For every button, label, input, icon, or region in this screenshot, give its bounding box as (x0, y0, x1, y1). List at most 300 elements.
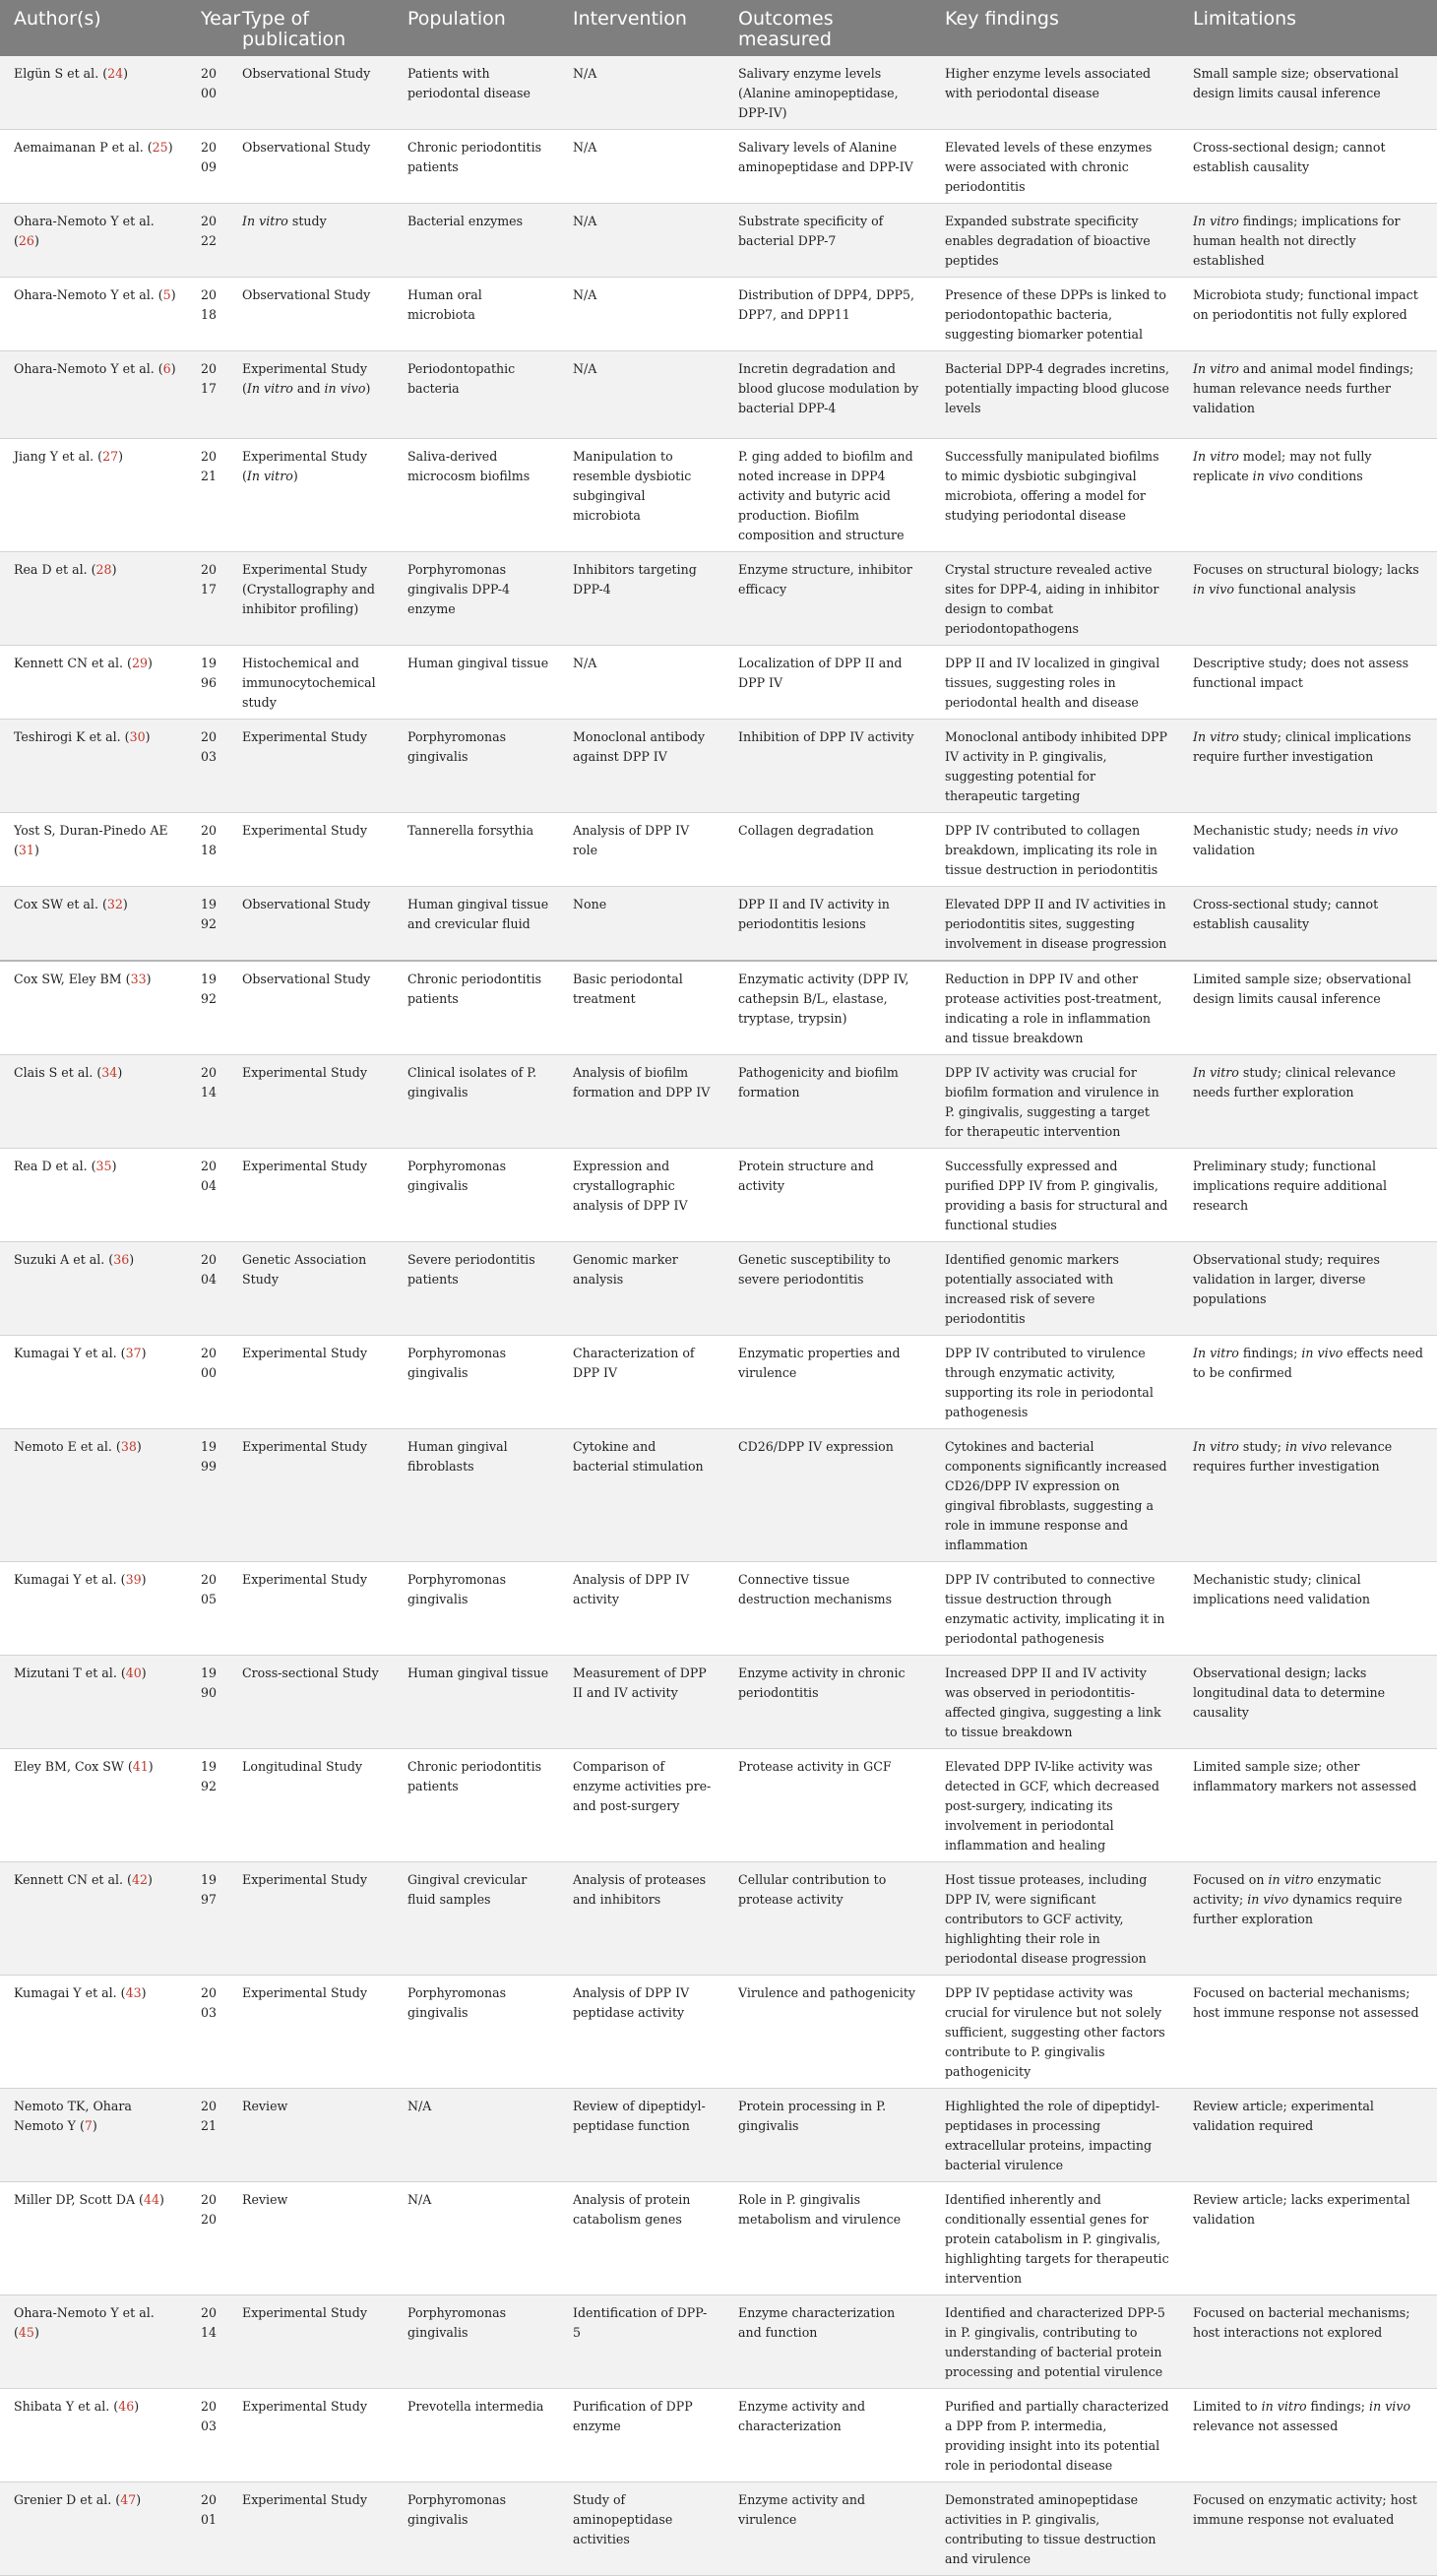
cell-findings: Purified and partially characterized a DPP from P. intermedia, providing insight into its potential role in periodontal disease (931, 2389, 1179, 2482)
cell-type: In vitro study (228, 204, 394, 278)
cell-author: Cox SW, Eley BM (33) (0, 961, 187, 1055)
cell-findings: DPP IV activity was crucial for biofilm formation and virulence in P. gingivalis, suggesting a target for therapeutic intervention (931, 1055, 1179, 1149)
cell-outcomes: Distribution of DPP4, DPP5, DPP7, and DPP11 (724, 278, 931, 351)
cell-limitations: Cross-sectional design; cannot establish causality (1179, 130, 1437, 204)
cell-year: 2014 (187, 1055, 228, 1149)
table-row (0, 720, 1437, 813)
reference-link[interactable]: 47 (120, 2492, 137, 2507)
cell-limitations: In vitro findings; implications for human health not directly established (1179, 204, 1437, 278)
table-row (0, 552, 1437, 646)
table-row (0, 1149, 1437, 1242)
header-outcomes: Outcomes measured (724, 0, 931, 56)
table-row (0, 56, 1437, 130)
cell-limitations: Microbiota study; functional impact on periodontitis not fully explored (1179, 278, 1437, 351)
cell-limitations: Review article; lacks experimental validation (1179, 2182, 1437, 2295)
table-row (0, 2182, 1437, 2295)
cell-findings: Successfully manipulated biofilms to mimic dysbiotic subgingival microbiota, offering a model for studying periodontal disease (931, 439, 1179, 552)
cell-intervention: Measurement of DPP II and IV activity (559, 1656, 724, 1749)
cell-findings: Cytokines and bacterial components significantly increased CD26/DPP IV expression on gingival fibroblasts, suggesting a role in immune response and inflammation (931, 1429, 1179, 1562)
italic-term: In vitro (1193, 1439, 1239, 1454)
cell-author: Teshirogi K et al. (30) (0, 720, 187, 813)
header-author: Author(s) (0, 0, 187, 56)
reference-link[interactable]: 39 (125, 1572, 142, 1587)
reference-link[interactable]: 40 (125, 1665, 142, 1680)
cell-limitations: In vitro model; may not fully replicate in vivo conditions (1179, 439, 1437, 552)
reference-link[interactable]: 24 (107, 66, 124, 81)
cell-outcomes: Genetic susceptibility to severe periodontitis (724, 1242, 931, 1336)
table-row (0, 204, 1437, 278)
cell-year: 1997 (187, 1862, 228, 1976)
cell-outcomes: Connective tissue destruction mechanisms (724, 1562, 931, 1656)
italic-term: in vivo (1247, 1892, 1289, 1907)
cell-type: Longitudinal Study (228, 1749, 394, 1862)
cell-year: 2001 (187, 2482, 228, 2576)
cell-type: Experimental Study (228, 2482, 394, 2576)
cell-author: Cox SW et al. (32) (0, 887, 187, 962)
cell-findings: Identified genomic markers potentially associated with increased risk of severe periodontitis (931, 1242, 1179, 1336)
reference-link[interactable]: 33 (130, 972, 147, 986)
cell-year: 1990 (187, 1656, 228, 1749)
cell-findings: Elevated DPP II and IV activities in periodontitis sites, suggesting involvement in disease progression (931, 887, 1179, 962)
cell-author: Grenier D et al. (47) (0, 2482, 187, 2576)
cell-author: Miller DP, Scott DA (44) (0, 2182, 187, 2295)
cell-type: Observational Study (228, 961, 394, 1055)
table-row (0, 2482, 1437, 2576)
cell-outcomes: Salivary enzyme levels (Alanine aminopeptidase, DPP-IV) (724, 56, 931, 130)
italic-term: in vitro (1261, 2399, 1307, 2414)
cell-type: Observational Study (228, 56, 394, 130)
cell-findings: Host tissue proteases, including DPP IV, were significant contributors to GCF activity, highlighting their role in periodontal disease progression (931, 1862, 1179, 1976)
cell-outcomes: Role in P. gingivalis metabolism and virulence (724, 2182, 931, 2295)
reference-link[interactable]: 46 (118, 2399, 135, 2414)
cell-type: Review (228, 2182, 394, 2295)
table-row (0, 1656, 1437, 1749)
cell-population: Porphyromonas gingivalis DPP-4 enzyme (394, 552, 559, 646)
cell-population: Tannerella forsythia (394, 813, 559, 887)
cell-intervention: Analysis of DPP IV role (559, 813, 724, 887)
cell-intervention: Review of dipeptidyl-peptidase function (559, 2089, 724, 2182)
cell-limitations: Focused on in vitro enzymatic activity; in vivo dynamics require further exploration (1179, 1862, 1437, 1976)
cell-limitations: Mechanistic study; needs in vivo validation (1179, 813, 1437, 887)
header-population: Population (394, 0, 559, 56)
cell-population: Patients with periodontal disease (394, 56, 559, 130)
reference-link[interactable]: 45 (18, 2325, 34, 2340)
cell-findings: Elevated levels of these enzymes were associated with chronic periodontitis (931, 130, 1179, 204)
table-row (0, 813, 1437, 887)
cell-type: Experimental Study (228, 1055, 394, 1149)
cell-intervention: None (559, 887, 724, 962)
cell-intervention: N/A (559, 204, 724, 278)
cell-year: 2000 (187, 1336, 228, 1429)
cell-limitations: In vitro study; clinical relevance needs further exploration (1179, 1055, 1437, 1149)
table-row (0, 1336, 1437, 1429)
cell-outcomes: Enzymatic properties and virulence (724, 1336, 931, 1429)
cell-intervention: Comparison of enzyme activities pre- and post-surgery (559, 1749, 724, 1862)
cell-outcomes: Enzyme activity in chronic periodontitis (724, 1656, 931, 1749)
cell-outcomes: Enzyme activity and virulence (724, 2482, 931, 2576)
header-findings: Key findings (931, 0, 1179, 56)
cell-intervention: Analysis of proteases and inhibitors (559, 1862, 724, 1976)
cell-outcomes: Incretin degradation and blood glucose modulation by bacterial DPP-4 (724, 351, 931, 439)
cell-population: Porphyromonas gingivalis (394, 2482, 559, 2576)
cell-author: Clais S et al. (34) (0, 1055, 187, 1149)
reference-link[interactable]: 42 (131, 1872, 148, 1887)
cell-intervention: Monoclonal antibody against DPP IV (559, 720, 724, 813)
header-year: Year (187, 0, 228, 56)
cell-author: Eley BM, Cox SW (41) (0, 1749, 187, 1862)
table-row (0, 278, 1437, 351)
cell-intervention: Cytokine and bacterial stimulation (559, 1429, 724, 1562)
cell-findings: DPP IV contributed to connective tissue destruction through enzymatic activity, implicating it in periodontal pathogenesis (931, 1562, 1179, 1656)
cell-limitations: Observational study; requires validation in larger, diverse populations (1179, 1242, 1437, 1336)
italic-term: in vivo (1369, 2399, 1411, 2414)
cell-findings: Highlighted the role of dipeptidyl-peptidases in processing extracellular proteins, impacting bacterial virulence (931, 2089, 1179, 2182)
cell-type: Genetic Association Study (228, 1242, 394, 1336)
reference-link[interactable]: 25 (152, 140, 168, 155)
cell-type: Experimental Study (228, 1862, 394, 1976)
header-type: Type of publication (228, 0, 394, 56)
cell-limitations: In vitro findings; in vivo effects need to be confirmed (1179, 1336, 1437, 1429)
cell-intervention: Identification of DPP-5 (559, 2295, 724, 2389)
cell-author: Ohara-Nemoto Y et al. (6) (0, 351, 187, 439)
cell-intervention: Analysis of DPP IV peptidase activity (559, 1976, 724, 2089)
cell-findings: Presence of these DPPs is linked to periodontopathic bacteria, suggesting biomarker potential (931, 278, 1179, 351)
table-row (0, 2389, 1437, 2482)
cell-outcomes: Enzymatic activity (DPP IV, cathepsin B/L, elastase, tryptase, trypsin) (724, 961, 931, 1055)
cell-year: 2005 (187, 1562, 228, 1656)
cell-limitations: Focused on bacterial mechanisms; host immune response not assessed (1179, 1976, 1437, 2089)
cell-limitations: Focuses on structural biology; lacks in vivo functional analysis (1179, 552, 1437, 646)
reference-link[interactable]: 35 (95, 1159, 112, 1173)
cell-year: 2014 (187, 2295, 228, 2389)
cell-author: Rea D et al. (35) (0, 1149, 187, 1242)
table-row (0, 961, 1437, 1055)
cell-findings: Increased DPP II and IV activity was observed in periodontitis-affected gingiva, suggesting a link to tissue breakdown (931, 1656, 1179, 1749)
cell-intervention: N/A (559, 130, 724, 204)
header-limitations: Limitations (1179, 0, 1437, 56)
cell-year: 2017 (187, 552, 228, 646)
reference-link[interactable]: 5 (162, 287, 171, 302)
cell-limitations: In vitro study; in vivo relevance requires further investigation (1179, 1429, 1437, 1562)
cell-population: Chronic periodontitis patients (394, 1749, 559, 1862)
cell-limitations: Preliminary study; functional implications require additional research (1179, 1149, 1437, 1242)
cell-population: Human gingival tissue and crevicular fluid (394, 887, 559, 962)
cell-limitations: Descriptive study; does not assess functional impact (1179, 646, 1437, 720)
reference-link[interactable]: 38 (120, 1439, 137, 1454)
cell-limitations: Focused on bacterial mechanisms; host interactions not explored (1179, 2295, 1437, 2389)
italic-term: In vitro (1193, 1346, 1239, 1360)
cell-limitations: Limited to in vitro findings; in vivo relevance not assessed (1179, 2389, 1437, 2482)
reference-link[interactable]: 37 (125, 1346, 142, 1360)
table-row (0, 1055, 1437, 1149)
cell-population: Porphyromonas gingivalis (394, 1562, 559, 1656)
cell-findings: Elevated DPP IV-like activity was detected in GCF, which decreased post-surgery, indicating its involvement in periodontal inflammation and healing (931, 1749, 1179, 1862)
cell-type: Observational Study (228, 887, 394, 962)
cell-author: Aemaimanan P et al. (25) (0, 130, 187, 204)
italic-term: in vivo (1284, 1439, 1327, 1454)
cell-author: Kumagai Y et al. (37) (0, 1336, 187, 1429)
cell-limitations: Mechanistic study; clinical implications need validation (1179, 1562, 1437, 1656)
cell-type: Experimental Study (228, 1562, 394, 1656)
cell-findings: Reduction in DPP IV and other protease activities post-treatment, indicating a role in inflammation and tissue breakdown (931, 961, 1179, 1055)
cell-intervention: Study of aminopeptidase activities (559, 2482, 724, 2576)
cell-type: Cross-sectional Study (228, 1656, 394, 1749)
cell-population: Porphyromonas gingivalis (394, 1336, 559, 1429)
table-row (0, 1242, 1437, 1336)
cell-limitations: Review article; experimental validation required (1179, 2089, 1437, 2182)
cell-year: 1992 (187, 887, 228, 962)
cell-type: Histochemical and immunocytochemical study (228, 646, 394, 720)
cell-type: Experimental Study (228, 1149, 394, 1242)
italic-term: in vivo (1301, 1346, 1343, 1360)
cell-findings: DPP II and IV localized in gingival tissues, suggesting roles in periodontal health and disease (931, 646, 1179, 720)
cell-author: Kennett CN et al. (29) (0, 646, 187, 720)
cell-population: Periodontopathic bacteria (394, 351, 559, 439)
cell-limitations: Limited sample size; observational design limits causal inference (1179, 961, 1437, 1055)
cell-intervention: N/A (559, 278, 724, 351)
italic-term: In vitro (1193, 214, 1239, 228)
italic-term: In vitro (1193, 449, 1239, 464)
reference-link[interactable]: 30 (129, 729, 146, 744)
cell-intervention: Manipulation to resemble dysbiotic subgingival microbiota (559, 439, 724, 552)
italic-term: in vitro (1268, 1872, 1314, 1887)
cell-outcomes: DPP II and IV activity in periodontitis lesions (724, 887, 931, 962)
cell-population: Chronic periodontitis patients (394, 130, 559, 204)
cell-outcomes: Enzyme characterization and function (724, 2295, 931, 2389)
reference-link[interactable]: 6 (162, 361, 171, 376)
cell-author: Ohara-Nemoto Y et al. (26) (0, 204, 187, 278)
cell-findings: Higher enzyme levels associated with periodontal disease (931, 56, 1179, 130)
cell-year: 1992 (187, 961, 228, 1055)
cell-year: 2009 (187, 130, 228, 204)
table-row (0, 1562, 1437, 1656)
cell-intervention: Analysis of DPP IV activity (559, 1562, 724, 1656)
cell-year: 2003 (187, 2389, 228, 2482)
table-row (0, 1862, 1437, 1976)
cell-type: Experimental Study (In vitro and in vivo) (228, 351, 394, 439)
italic-term: In vitro (242, 214, 288, 228)
reference-link[interactable]: 26 (18, 233, 34, 248)
reference-link[interactable]: 32 (106, 897, 123, 911)
cell-population: Prevotella intermedia (394, 2389, 559, 2482)
table-body (0, 56, 1437, 2576)
cell-intervention: Analysis of biofilm formation and DPP IV (559, 1055, 724, 1149)
table-row (0, 2295, 1437, 2389)
cell-type: Experimental Study (228, 1976, 394, 2089)
cell-population: N/A (394, 2089, 559, 2182)
cell-intervention: Expression and crystallographic analysis of DPP IV (559, 1149, 724, 1242)
cell-year: 1992 (187, 1749, 228, 1862)
cell-year: 2021 (187, 2089, 228, 2182)
cell-population: Porphyromonas gingivalis (394, 720, 559, 813)
cell-outcomes: Virulence and pathogenicity (724, 1976, 931, 2089)
cell-population: Saliva-derived microcosm biofilms (394, 439, 559, 552)
cell-year: 2018 (187, 813, 228, 887)
table-row (0, 351, 1437, 439)
cell-outcomes: Substrate specificity of bacterial DPP-7 (724, 204, 931, 278)
cell-type: Experimental Study (228, 813, 394, 887)
cell-outcomes: Salivary levels of Alanine aminopeptidase and DPP-IV (724, 130, 931, 204)
italic-term: in vivo (1252, 469, 1294, 483)
cell-outcomes: Protease activity in GCF (724, 1749, 931, 1862)
cell-outcomes: CD26/DPP IV expression (724, 1429, 931, 1562)
cell-limitations: Focused on enzymatic activity; host immune response not evaluated (1179, 2482, 1437, 2576)
cell-limitations: Cross-sectional study; cannot establish causality (1179, 887, 1437, 962)
cell-year: 2021 (187, 439, 228, 552)
cell-findings: Bacterial DPP-4 degrades incretins, potentially impacting blood glucose levels (931, 351, 1179, 439)
reference-link[interactable]: 28 (95, 562, 112, 577)
cell-population: Porphyromonas gingivalis (394, 1976, 559, 2089)
cell-population: Severe periodontitis patients (394, 1242, 559, 1336)
cell-intervention: Basic periodontal treatment (559, 961, 724, 1055)
header-row (0, 0, 1437, 56)
cell-population: Bacterial enzymes (394, 204, 559, 278)
cell-population: Gingival crevicular fluid samples (394, 1862, 559, 1976)
cell-outcomes: Protein structure and activity (724, 1149, 931, 1242)
cell-population: Porphyromonas gingivalis (394, 1149, 559, 1242)
cell-findings: DPP IV peptidase activity was crucial for virulence but not solely sufficient, suggesting other factors contribute to P. gingivalis pathogenicity (931, 1976, 1179, 2089)
header-intervention: Intervention (559, 0, 724, 56)
italic-term: In vitro (1193, 361, 1239, 376)
italic-term: In vitro (1193, 1065, 1239, 1080)
cell-limitations: In vitro study; clinical implications require further investigation (1179, 720, 1437, 813)
cell-limitations: Limited sample size; other inflammatory markers not assessed (1179, 1749, 1437, 1862)
cell-limitations: In vitro and animal model findings; human relevance needs further validation (1179, 351, 1437, 439)
cell-author: Nemoto E et al. (38) (0, 1429, 187, 1562)
cell-intervention: N/A (559, 646, 724, 720)
cell-intervention: N/A (559, 56, 724, 130)
reference-link[interactable]: 7 (84, 2118, 93, 2133)
table-row (0, 439, 1437, 552)
cell-population: Human gingival fibroblasts (394, 1429, 559, 1562)
cell-intervention: Characterization of DPP IV (559, 1336, 724, 1429)
cell-outcomes: Enzyme activity and characterization (724, 2389, 931, 2482)
cell-author: Rea D et al. (28) (0, 552, 187, 646)
cell-author: Jiang Y et al. (27) (0, 439, 187, 552)
cell-year: 2018 (187, 278, 228, 351)
cell-findings: Successfully expressed and purified DPP IV from P. gingivalis, providing a basis for structural and functional studies (931, 1149, 1179, 1242)
italic-term: In vitro (246, 469, 293, 483)
cell-author: Ohara-Nemoto Y et al. (45) (0, 2295, 187, 2389)
cell-year: 2004 (187, 1242, 228, 1336)
cell-type: Experimental Study (228, 1336, 394, 1429)
cell-outcomes: Cellular contribution to protease activity (724, 1862, 931, 1976)
cell-population: Chronic periodontitis patients (394, 961, 559, 1055)
cell-findings: Monoclonal antibody inhibited DPP IV activity in P. gingivalis, suggesting potential for therapeutic targeting (931, 720, 1179, 813)
cell-year: 1996 (187, 646, 228, 720)
cell-findings: Demonstrated aminopeptidase activities in P. gingivalis, contributing to tissue destruction and virulence (931, 2482, 1179, 2576)
cell-limitations: Small sample size; observational design limits causal inference (1179, 56, 1437, 130)
cell-type: Experimental Study (228, 720, 394, 813)
cell-outcomes: Protein processing in P. gingivalis (724, 2089, 931, 2182)
cell-outcomes: Collagen degradation (724, 813, 931, 887)
reference-link[interactable]: 36 (113, 1252, 130, 1267)
reference-link[interactable]: 29 (131, 656, 148, 670)
cell-year: 2017 (187, 351, 228, 439)
cell-intervention: Genomic marker analysis (559, 1242, 724, 1336)
cell-population: Porphyromonas gingivalis (394, 2295, 559, 2389)
cell-population: Clinical isolates of P. gingivalis (394, 1055, 559, 1149)
cell-outcomes: Localization of DPP II and DPP IV (724, 646, 931, 720)
cell-outcomes: P. ging added to biofilm and noted increase in DPP4 activity and butyric acid production. Biofilm composition and structure (724, 439, 931, 552)
reference-link[interactable]: 41 (132, 1759, 149, 1774)
cell-outcomes: Pathogenicity and biofilm formation (724, 1055, 931, 1149)
cell-findings: DPP IV contributed to virulence through enzymatic activity, supporting its role in periodontal pathogenesis (931, 1336, 1179, 1429)
cell-type: Observational Study (228, 278, 394, 351)
cell-population: Human gingival tissue (394, 646, 559, 720)
cell-limitations: Observational design; lacks longitudinal data to determine causality (1179, 1656, 1437, 1749)
italic-term: in vivo (324, 381, 366, 396)
italic-term: In vitro (1193, 729, 1239, 744)
cell-population: Human gingival tissue (394, 1656, 559, 1749)
table-row (0, 2089, 1437, 2182)
reference-link[interactable]: 31 (18, 843, 34, 857)
table-row (0, 1429, 1437, 1562)
cell-year: 1999 (187, 1429, 228, 1562)
cell-author: Kumagai Y et al. (39) (0, 1562, 187, 1656)
cell-author: Kennett CN et al. (42) (0, 1862, 187, 1976)
cell-outcomes: Inhibition of DPP IV activity (724, 720, 931, 813)
cell-population: Human oral microbiota (394, 278, 559, 351)
table-row (0, 1976, 1437, 2089)
cell-findings: Identified and characterized DPP-5 in P. gingivalis, contributing to understanding of bacterial protein processing and potential virulence (931, 2295, 1179, 2389)
cell-outcomes: Enzyme structure, inhibitor efficacy (724, 552, 931, 646)
cell-findings: DPP IV contributed to collagen breakdown, implicating its role in tissue destruction in periodontitis (931, 813, 1179, 887)
cell-year: 2003 (187, 720, 228, 813)
cell-author: Nemoto TK, Ohara Nemoto Y (7) (0, 2089, 187, 2182)
table-row (0, 130, 1437, 204)
cell-year: 2003 (187, 1976, 228, 2089)
table-row (0, 646, 1437, 720)
reference-link[interactable]: 43 (125, 1985, 142, 2000)
cell-type: Experimental Study (228, 2389, 394, 2482)
cell-type: Experimental Study (Crystallography and inhibitor profiling) (228, 552, 394, 646)
cell-type: Experimental Study (228, 2295, 394, 2389)
cell-year: 2022 (187, 204, 228, 278)
cell-intervention: Analysis of protein catabolism genes (559, 2182, 724, 2295)
reference-link[interactable]: 27 (102, 449, 119, 464)
cell-year: 2000 (187, 56, 228, 130)
cell-type: Experimental Study (In vitro) (228, 439, 394, 552)
reference-link[interactable]: 34 (101, 1065, 118, 1080)
cell-year: 2020 (187, 2182, 228, 2295)
cell-author: Kumagai Y et al. (43) (0, 1976, 187, 2089)
italic-term: In vitro (246, 381, 293, 396)
cell-intervention: Purification of DPP enzyme (559, 2389, 724, 2482)
italic-term: in vivo (1193, 582, 1234, 597)
cell-type: Review (228, 2089, 394, 2182)
cell-findings: Crystal structure revealed active sites for DPP-4, aiding in inhibitor design to combat periodontopathogens (931, 552, 1179, 646)
cell-year: 2004 (187, 1149, 228, 1242)
italic-term: in vivo (1356, 823, 1399, 838)
cell-type: Experimental Study (228, 1429, 394, 1562)
cell-author: Suzuki A et al. (36) (0, 1242, 187, 1336)
cell-author: Mizutani T et al. (40) (0, 1656, 187, 1749)
cell-findings: Expanded substrate specificity enables degradation of bioactive peptides (931, 204, 1179, 278)
cell-population: N/A (394, 2182, 559, 2295)
cell-author: Ohara-Nemoto Y et al. (5) (0, 278, 187, 351)
cell-author: Shibata Y et al. (46) (0, 2389, 187, 2482)
cell-intervention: Inhibitors targeting DPP-4 (559, 552, 724, 646)
table-row (0, 1749, 1437, 1862)
reference-link[interactable]: 44 (143, 2192, 160, 2207)
table-row (0, 887, 1437, 962)
cell-findings: Identified inherently and conditionally essential genes for protein catabolism in P. gingivalis, highlighting targets for therapeutic intervention (931, 2182, 1179, 2295)
cell-intervention: N/A (559, 351, 724, 439)
cell-author: Elgün S et al. (24) (0, 56, 187, 130)
cell-author: Yost S, Duran-Pinedo AE (31) (0, 813, 187, 887)
cell-type: Observational Study (228, 130, 394, 204)
